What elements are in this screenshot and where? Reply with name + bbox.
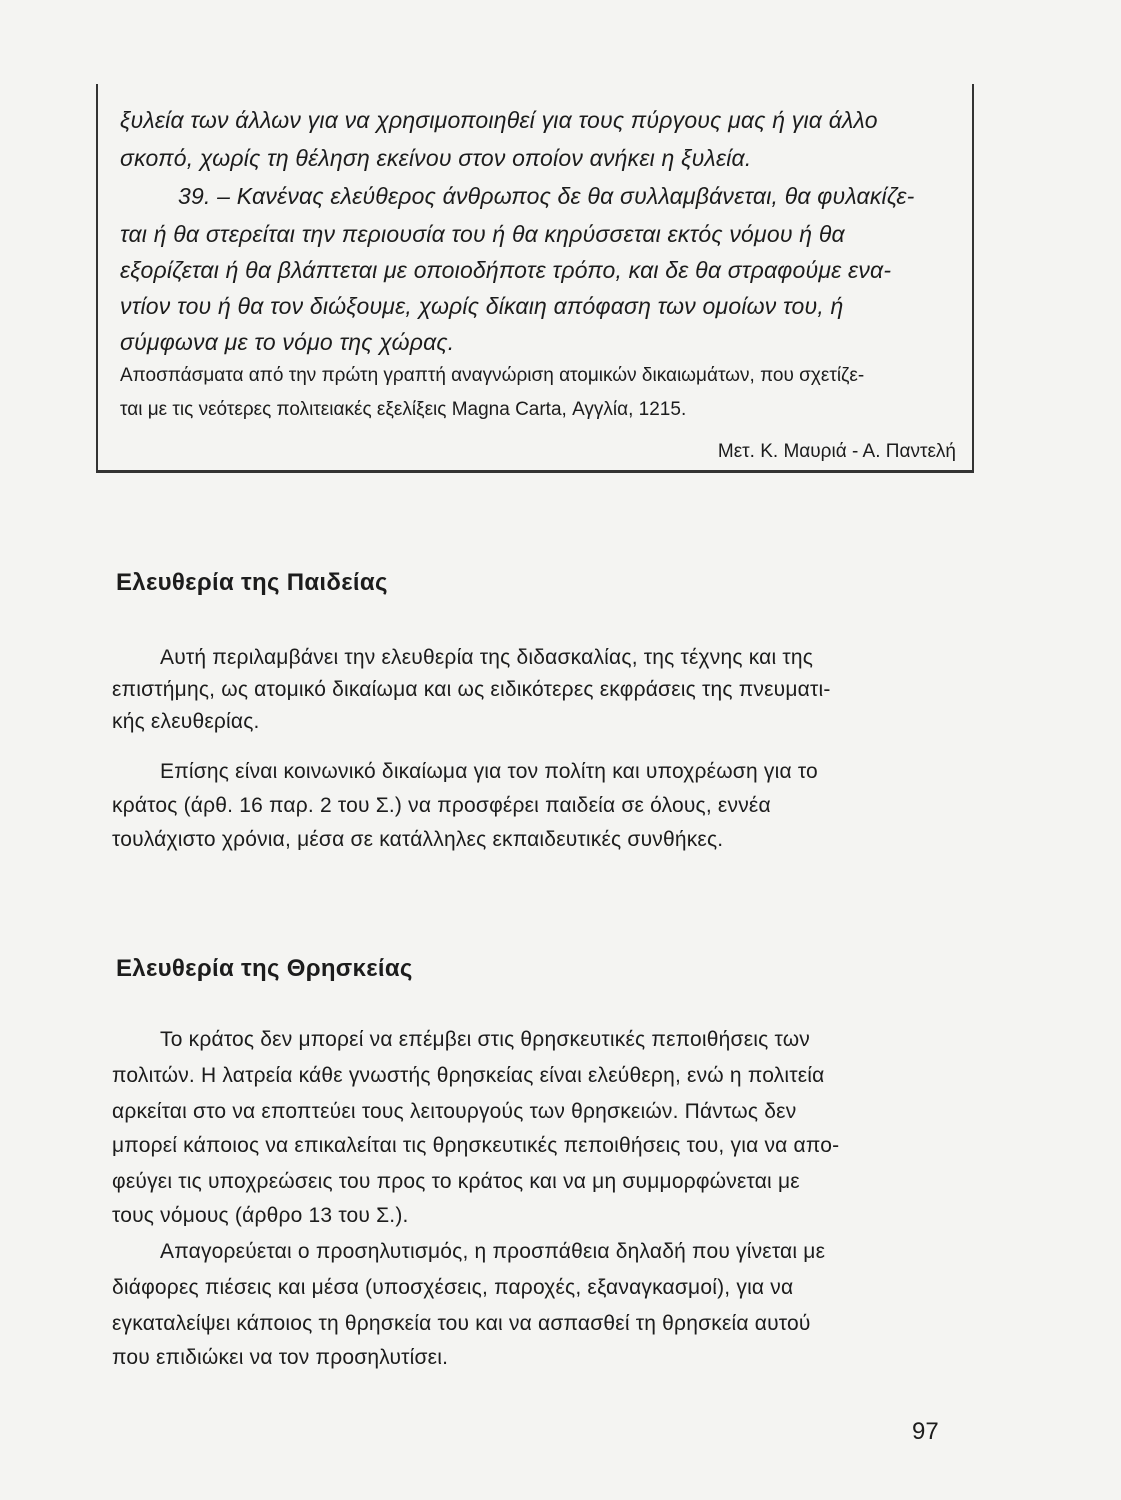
paragraph-line: διάφορες πιέσεις και μέσα (υποσχέσεις, παροχές, εξαναγκασμοί), για να [112,1276,794,1299]
source-line: Αποσπάσματα από την πρώτη γραπτή αναγνώριση ατομικών δικαιωμάτων, που σχετίζε- [120,365,865,386]
paragraph-line: Επίσης είναι κοινωνικό δικαίωμα για τον πολίτη και υποχρέωση για το [160,760,818,783]
quote-line: ξυλεία των άλλων για να χρησιμοποιηθεί για τους πύργους μας ή για άλλο [120,107,878,133]
quote-box [96,84,974,473]
paragraph-line: πολιτών. Η λατρεία κάθε γνωστής θρησκείας είναι ελεύθερη, ενώ η πολιτεία [112,1064,825,1087]
paragraph-line: κράτος (άρθ. 16 παρ. 2 του Σ.) να προσφέρει παιδεία σε όλους, εννέα [112,794,771,817]
quote-line: σύμφωνα με το νόμο της χώρας. [120,329,455,355]
paragraph-line: τους νόμους (άρθρο 13 του Σ.). [112,1204,409,1227]
paragraph-line: κής ελευθερίας. [112,710,260,733]
paragraph-line: μπορεί κάποιος να επικαλείται τις θρησκευτικές πεποιθήσεις του, για να απο- [112,1134,840,1157]
quote-line: ντίον του ή θα τον διώξουμε, χωρίς δίκαιη απόφαση των ομοίων του, ή [120,293,844,319]
paragraph-line: εγκαταλείψει κάποιος τη θρησκεία του και να ασπασθεί τη θρησκεία αυτού [112,1312,811,1335]
paragraph-line: επιστήμης, ως ατομικό δικαίωμα και ως ειδικότερες εκφράσεις της πνευματι- [112,678,831,701]
heading-religion: Ελευθερία της Θρησκείας [116,955,413,982]
quote-line: σκοπό, χωρίς τη θέληση εκείνου στον οποίον ανήκει η ξυλεία. [120,145,752,171]
translator-credit: Μετ. Κ. Μαυριά - Α. Παντελή [717,441,956,462]
paragraph-line: Το κράτος δεν μπορεί να επέμβει στις θρησκευτικές πεποιθήσεις των [160,1028,810,1051]
paragraph-line: Αυτή περιλαμβάνει την ελευθερία της διδασκαλίας, της τέχνης και της [160,646,814,669]
paragraph-line: Απαγορεύεται ο προσηλυτισμός, η προσπάθεια δηλαδή που γίνεται με [160,1240,826,1263]
paragraph-line: τουλάχιστο χρόνια, μέσα σε κατάλληλες εκπαιδευτικές συνθήκες. [112,828,724,851]
page-number: 97 [912,1418,939,1445]
paragraph-line: φεύγει τις υποχρεώσεις του προς το κράτος και να μη συμμορφώνεται με [112,1170,800,1193]
quote-line: ται ή θα στερείται την περιουσία του ή θα κηρύσσεται εκτός νόμου ή θα [120,221,845,247]
quote-line: 39. – Κανένας ελεύθερος άνθρωπος δε θα συλλαμβάνεται, θα φυλακίζε- [178,183,915,209]
source-line: ται με τις νεότερες πολιτειακές εξελίξεις Magna Carta, Αγγλία, 1215. [120,399,687,420]
paragraph-line: που επιδιώκει να τον προσηλυτίσει. [112,1346,449,1369]
heading-education: Ελευθερία της Παιδείας [116,569,388,596]
quote-line: εξορίζεται ή θα βλάπτεται με οποιοδήποτε τρόπο, και δε θα στραφούμε ενα- [120,257,892,283]
paragraph-line: αρκείται στο να εποπτεύει τους λειτουργούς των θρησκειών. Πάντως δεν [112,1100,797,1123]
